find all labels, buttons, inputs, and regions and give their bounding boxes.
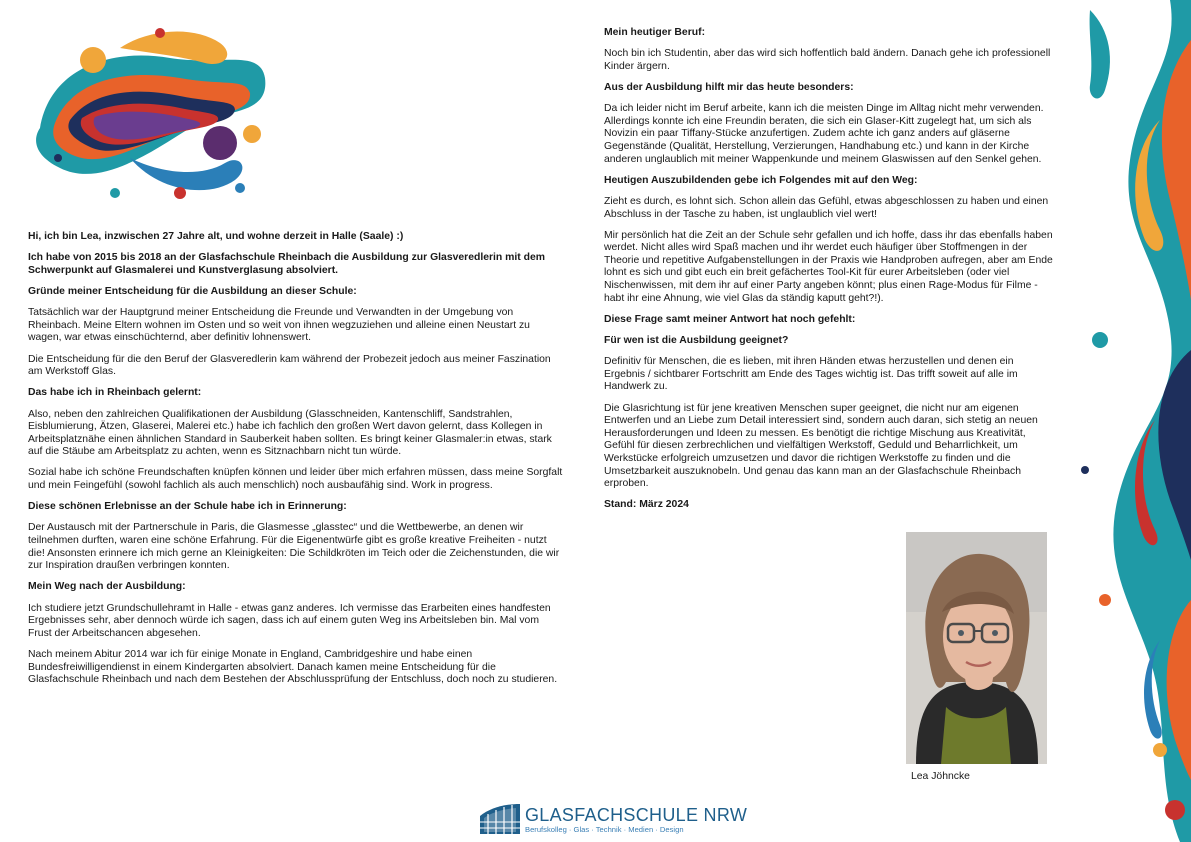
photo-caption: Lea Jöhncke: [911, 771, 970, 782]
section-heading: Mein Weg nach der Ausbildung:: [28, 581, 186, 593]
portrait-photo: [906, 532, 1047, 764]
paragraph: Ich habe von 2015 bis 2018 an der Glasfachschule Rheinbach die Ausbildung zur Glasveredlerin mit dem Schwerpunkt auf Glasmalerei und Kunstverglasung absolviert.: [28, 252, 545, 276]
paragraph: Die Entscheidung für die den Beruf der Glasveredlerin kam während der Probezeit jedoch aus meiner Faszination am Werkstoff Glas.: [28, 353, 551, 378]
paragraph: Die Glasrichtung ist für jene kreativen Menschen super geeignet, die nicht nur am eigenen Entwerfen und an Liebe zum Detail interessiert sind, sondern auch daran, sich stetig an neuen Herausforderungen und Ideen zu messen. Es benötigt die richtige Mischung aus Kreativität, Gefühl für diesen zerbrechlichen und vielfältigen Werkstoff, Geduld und Beharrlichkeit, um Werkstücke erfolgreich umzusetzen und davor die richtigen Werkstoffe zu finden und die Umsetzbarkeit auszuknobeln. Und genau das kann man an der Glasfachschule Rheinbach erproben.: [604, 402, 1038, 490]
paragraph: Tatsächlich war der Hauptgrund meiner Entscheidung die Freunde und Verwandten in der Umgebung von Rheinbach. Meine Eltern wohnen im Osten und so weit von ihnen wegzuziehen und alleine einen Neustart zu wagen, war etwas einschüchternd, aber definitiv lohnenswert.: [28, 307, 530, 344]
decorative-swirl-right-edge: [1060, 0, 1191, 842]
section-heading: Diese schönen Erlebnisse an der Schule habe ich in Erinnerung:: [28, 501, 347, 513]
paragraph: Definitiv für Menschen, die es lieben, mit ihren Händen etwas herzustellen und denen ein Ergebnis / sichtbarer Fortschritt am Ende des Tages wichtig ist. Das trifft soweit auf alle im Handwerk zu.: [604, 356, 1018, 393]
section-heading: Das habe ich in Rheinbach gelernt:: [28, 387, 202, 399]
portrait-illustration: [906, 532, 1047, 764]
left-text-column: [28, 231, 563, 695]
section-heading: Mein heutiger Beruf:: [604, 27, 706, 38]
logo-title: GLASFACHSCHULE NRW: [525, 805, 748, 825]
paragraph: Mir persönlich hat die Zeit an der Schule sehr gefallen und ich hoffe, dass ihr das ebenfalls haben werdet. Nicht alles wird Spaß machen und ihr werdet euch häufiger über Stoffmengen in der Theorie und repetitive Aufgabenstellungen in der Praxis wie Handproben aufregen, aber am Ende lohnt es sich und gibt euch ein breit gefächertes Tool-Kit für eurer Arbeitsleben (oder viel Nischenwissen, mit dem ihr auf einer Party angeben könnt; plus einen Rage-Modus für Filme - habt ihr eine Ahnung, wie viel Glas da ständig kaputt geht?!).: [604, 229, 1053, 304]
section-heading: Gründe meiner Entscheidung für die Ausbildung an dieser Schule:: [28, 285, 357, 297]
paragraph: Nach meinem Abitur 2014 war ich für einige Monate in England, Cambridgeshire und habe einen Bundesfreiwilligendienst in einem Kindergarten absolviert. Danach kamen meine Entscheidung für die Glasfachschule Rheinbach und nach dem Bestehen der Abschlussprüfung der Entschluss, doch noch zu studieren.: [28, 648, 558, 686]
section-heading: Diese Frage samt meiner Antwort hat noch gefehlt:: [604, 313, 856, 325]
paragraph: Sozial habe ich schöne Freundschaften knüpfen können und leider über mich erfahren müssen, dass meine Sorgfalt und mein Feingefühl (sowohl fachlich als auch menschlich) noch ausbaufähig sind. Work in progress.: [28, 467, 563, 492]
paragraph: Hi, ich bin Lea, inzwischen 27 Jahre alt, und wohne derzeit in Halle (Saale) :): [28, 231, 404, 242]
date-stamp: Stand: März 2024: [604, 499, 689, 511]
paragraph: Der Austausch mit der Partnerschule in Paris, die Glasmesse „glasstec“ und die Wettbewerbe, an denen wir teilnehmen durften, waren eine schöne Erfahrung. Für die Eigenentwürfe gibt es große kreative Freiheiten - nutzt die! Ansonsten erinnere ich mich gerne an Kleinigkeiten: Die Schildkröten im Teich oder die Zeichenstunden, die wir zur Inspiration draußen verbringen konnten.: [28, 522, 560, 572]
paragraph: Also, neben den zahlreichen Qualifikationen der Ausbildung (Glasschneiden, Kantenschliff, Sandstrahlen, Eisblumierung, Ätzen, Glaserei, Malerei etc.) habe ich fachlich den großen Wert davon gelernt, dass Kollegen in Arbeitsplatznähe einen ähnlichen Standard in Sauberkeit haben sollten. Es bringt keiner Glasmaler:in etwas, stark auf die Stäube am Arbeitsplatz zu achten, wenn es Sitznachbarn nicht tun würde.: [28, 408, 552, 458]
decorative-swirl-top-left: [20, 8, 280, 218]
right-text-column: [604, 27, 1056, 521]
section-heading: Für wen ist die Ausbildung geeignet?: [604, 335, 789, 347]
section-heading: Aus der Ausbildung hilft mir das heute besonders:: [604, 81, 854, 93]
school-logo: [478, 802, 748, 838]
paragraph: Ich studiere jetzt Grundschullehramt in Halle - etwas ganz anderes. Ich vermisse das Erarbeiten eines handfesten Ergebnisses sehr, aber dennoch würde ich sagen, dass ich auf einem guten Weg ins Arbeitsleben bin. Mal vom Frust der Arbeitschancen abgesehen.: [28, 602, 551, 639]
logo-subtitle: Berufskolleg · Glas · Technik · Medien · Design: [525, 825, 684, 834]
paragraph: Noch bin ich Studentin, aber das wird sich hoffentlich bald ändern. Danach gehe ich professionell Kinder ärgern.: [604, 48, 1051, 72]
paragraph: Da ich leider nicht im Beruf arbeite, kann ich die meisten Dinge im Alltag nicht mehr verwenden. Allerdings konnte ich eine Freundin beraten, die sich ein Glaser-Kitt zugelegt hat, um sich als Novizin ein paar Tiffany-Stücke anzufertigen. Zudem achte ich ganz anders auf gläserne Gegenstände (Qualität, Herstellung, Verzierungen, Handhabung etc.) und kann in der Kirche anderen unglaublich mit meiner Wappenkunde und meinem Glaswissen auf den Senkel gehen.: [604, 103, 1044, 165]
glass-building-icon: [478, 802, 522, 836]
paragraph: Zieht es durch, es lohnt sich. Schon allein das Gefühl, etwas abgeschlossen zu haben und einen Abschluss in der Tasche zu haben, ist unglaublich viel wert!: [604, 195, 1049, 220]
section-heading: Heutigen Auszubildenden gebe ich Folgendes mit auf den Weg:: [604, 174, 918, 186]
